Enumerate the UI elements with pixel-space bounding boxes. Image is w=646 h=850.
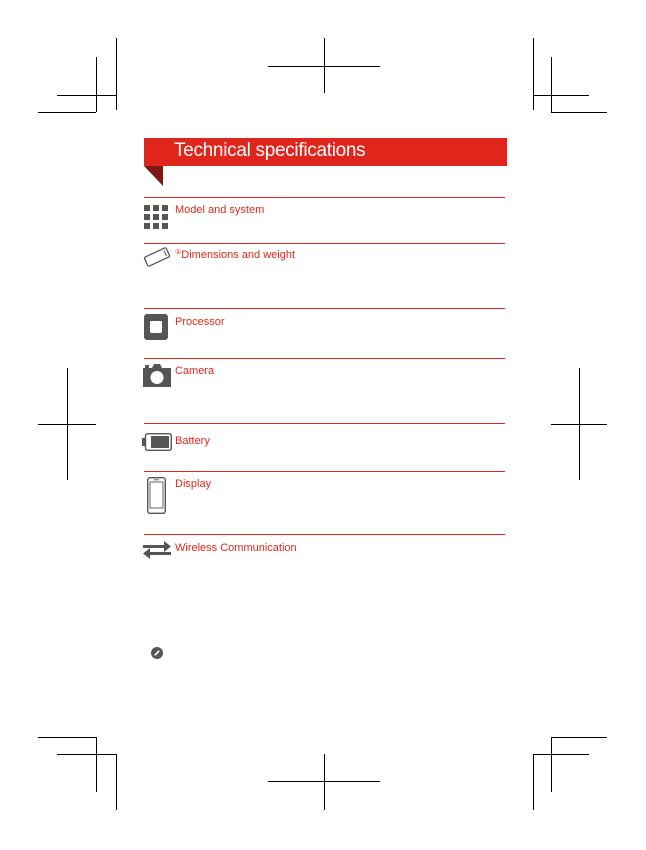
section-title-model: Model and system xyxy=(175,204,265,216)
section-title-camera: Camera xyxy=(175,365,215,377)
section-title-battery: Battery xyxy=(175,435,210,447)
section-divider xyxy=(144,197,505,198)
section-divider xyxy=(144,243,505,244)
page-header xyxy=(144,138,507,166)
footnote-marker: ① xyxy=(175,249,182,256)
phone-display-icon xyxy=(147,477,166,514)
processor-chip-icon xyxy=(144,314,168,340)
header-flag-corner xyxy=(144,166,163,186)
phone-tilted-icon xyxy=(142,247,172,267)
section-divider xyxy=(144,423,505,424)
page-title: Technical specifications xyxy=(174,140,366,161)
pencil-note-icon xyxy=(151,647,163,659)
section-title-dimensions: ①Dimensions and weight xyxy=(175,249,296,261)
section-title-display: Display xyxy=(175,478,212,490)
section-divider xyxy=(144,471,505,472)
section-divider xyxy=(144,534,505,535)
grid-apps-icon xyxy=(144,205,168,229)
camera-icon xyxy=(143,364,171,387)
battery-icon xyxy=(142,433,172,451)
section-title-wireless: Wireless Communication xyxy=(175,542,297,554)
section-divider xyxy=(144,308,505,309)
transfer-arrows-icon xyxy=(143,540,171,560)
section-title-processor: Processor xyxy=(175,316,225,328)
section-divider xyxy=(144,358,505,359)
